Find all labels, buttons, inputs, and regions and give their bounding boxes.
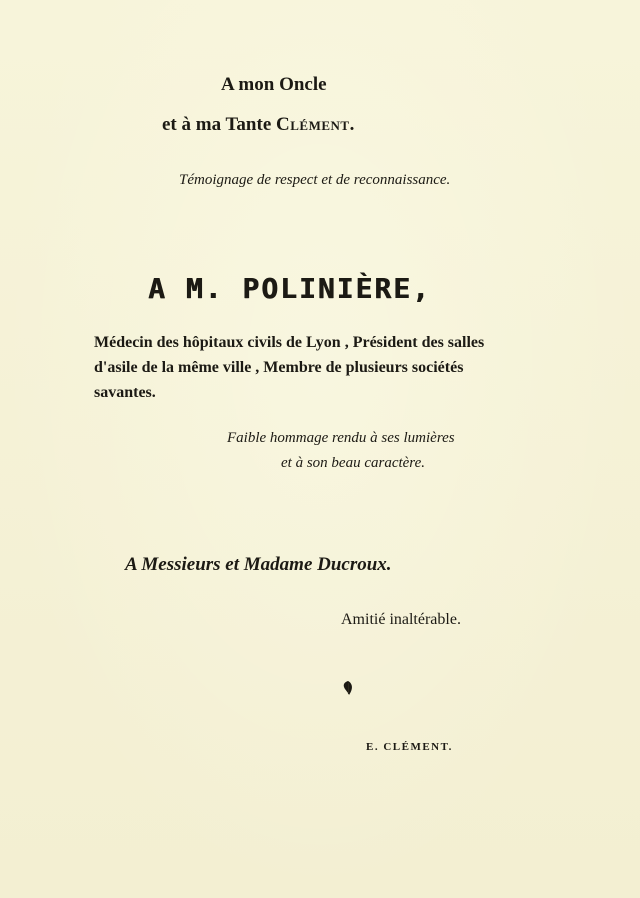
- dedication-2-tribute-line-2: et à son beau caractère.: [281, 455, 425, 471]
- dedication-3-tribute: Amitié inaltérable.: [341, 611, 461, 628]
- description-line-2: d'asile de la même ville , Membre de plusieurs sociétés: [94, 359, 464, 376]
- author-signature: E. CLÉMENT.: [366, 741, 453, 753]
- description-line-3: savantes.: [94, 384, 156, 401]
- dedication-1-tribute: Témoignage de respect et de reconnaissance.: [179, 172, 451, 188]
- fleuron-leaf-icon: [340, 680, 356, 696]
- description-line-1: Médecin des hôpitaux civils de Lyon , Président des salles: [94, 334, 485, 351]
- dedication-uncle-line: A mon Oncle: [221, 74, 327, 95]
- dedication-aunt-name: Clément.: [276, 114, 355, 135]
- dedication-poliniere-description: [94, 330, 514, 405]
- dedication-ducroux-heading: A Messieurs et Madame Ducroux.: [125, 554, 392, 575]
- dedication-aunt-prefix: et à ma Tante: [162, 114, 276, 135]
- dedication-poliniere-heading: A M. POLINIÈRE,: [148, 272, 431, 305]
- dedication-2-tribute-line-1: Faible hommage rendu à ses lumières: [227, 430, 455, 446]
- dedication-aunt-line: [162, 114, 355, 136]
